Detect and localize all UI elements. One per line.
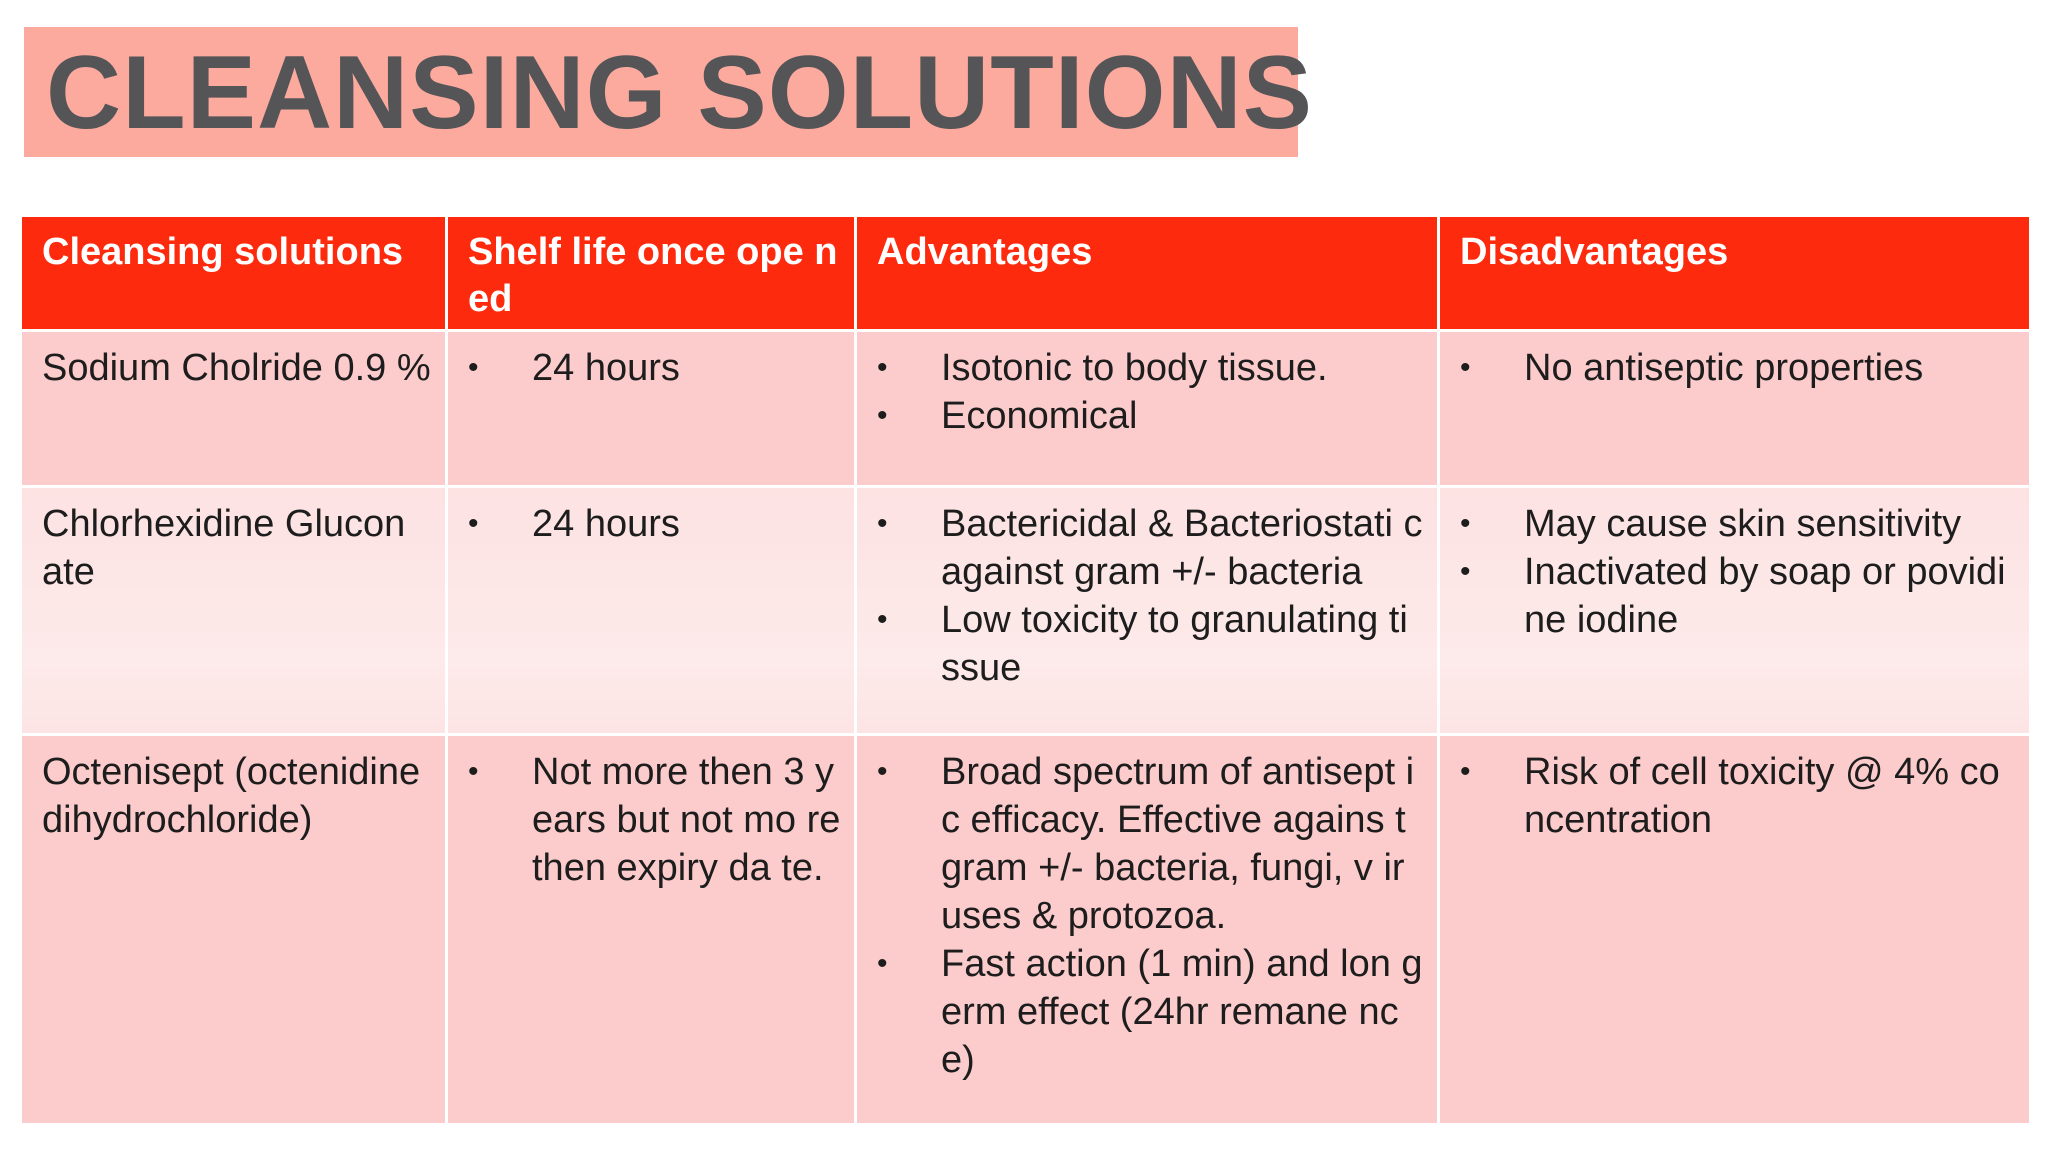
- disadvantages-list: [1460, 748, 2017, 844]
- list-item: • Low toxicity to granulating tissue: [877, 596, 1425, 692]
- advantages-cell: [856, 735, 1439, 1125]
- slide-title: CLEANSING SOLUTIONS: [46, 35, 1314, 151]
- disadvantages-cell: [1439, 735, 2031, 1125]
- header-cleansing-solutions: Cleansing solutions: [21, 216, 447, 331]
- shelf-life-list: [468, 748, 842, 892]
- advantages-list: [877, 344, 1425, 440]
- solution-cell: Octenisept (octenidine dihydrochloride): [21, 735, 447, 1125]
- shelf-life-cell: [447, 487, 856, 735]
- disadvantages-cell: [1439, 487, 2031, 735]
- header-shelf-life: Shelf life once ope ned: [447, 216, 856, 331]
- disadvantages-cell: [1439, 331, 2031, 487]
- cleansing-solutions-table: [19, 214, 2032, 1126]
- table-row: [21, 487, 2031, 735]
- list-item: • Inactivated by soap or povidine iodine: [1460, 548, 2017, 644]
- shelf-life-list: [468, 500, 842, 548]
- list-item: • No antiseptic properties: [1460, 344, 2017, 392]
- table-row: [21, 331, 2031, 487]
- list-item: • 24 hours: [468, 500, 842, 548]
- header-advantages: Advantages: [856, 216, 1439, 331]
- advantages-cell: [856, 331, 1439, 487]
- table-header-row: [21, 216, 2031, 331]
- list-item: • Isotonic to body tissue.: [877, 344, 1425, 392]
- list-item: • Bactericidal & Bacteriostati c against gram +/- bacteria: [877, 500, 1425, 596]
- shelf-life-cell: [447, 735, 856, 1125]
- table-row: [21, 735, 2031, 1125]
- list-item: • 24 hours: [468, 344, 842, 392]
- solution-cell: Sodium Cholride 0.9 %: [21, 331, 447, 487]
- header-disadvantages: Disadvantages: [1439, 216, 2031, 331]
- solution-cell: Chlorhexidine Glucon ate: [21, 487, 447, 735]
- advantages-list: [877, 500, 1425, 692]
- advantages-list: [877, 748, 1425, 1084]
- title-banner: [24, 27, 1314, 157]
- list-item: • May cause skin sensitivity: [1460, 500, 2017, 548]
- list-item: • Broad spectrum of antisept ic efficacy. Effective agains t gram +/- bacteria, fungi, v iruses & protozoa.: [877, 748, 1425, 940]
- disadvantages-list: [1460, 344, 2017, 392]
- disadvantages-list: [1460, 500, 2017, 644]
- advantages-cell: [856, 487, 1439, 735]
- list-item: • Not more then 3 years but not mo re then expiry da te.: [468, 748, 842, 892]
- list-item: • Economical: [877, 392, 1425, 440]
- list-item: • Risk of cell toxicity @ 4% concentration: [1460, 748, 2017, 844]
- list-item: • Fast action (1 min) and lon g erm effect (24hr remane nce): [877, 940, 1425, 1084]
- shelf-life-cell: [447, 331, 856, 487]
- shelf-life-list: [468, 344, 842, 392]
